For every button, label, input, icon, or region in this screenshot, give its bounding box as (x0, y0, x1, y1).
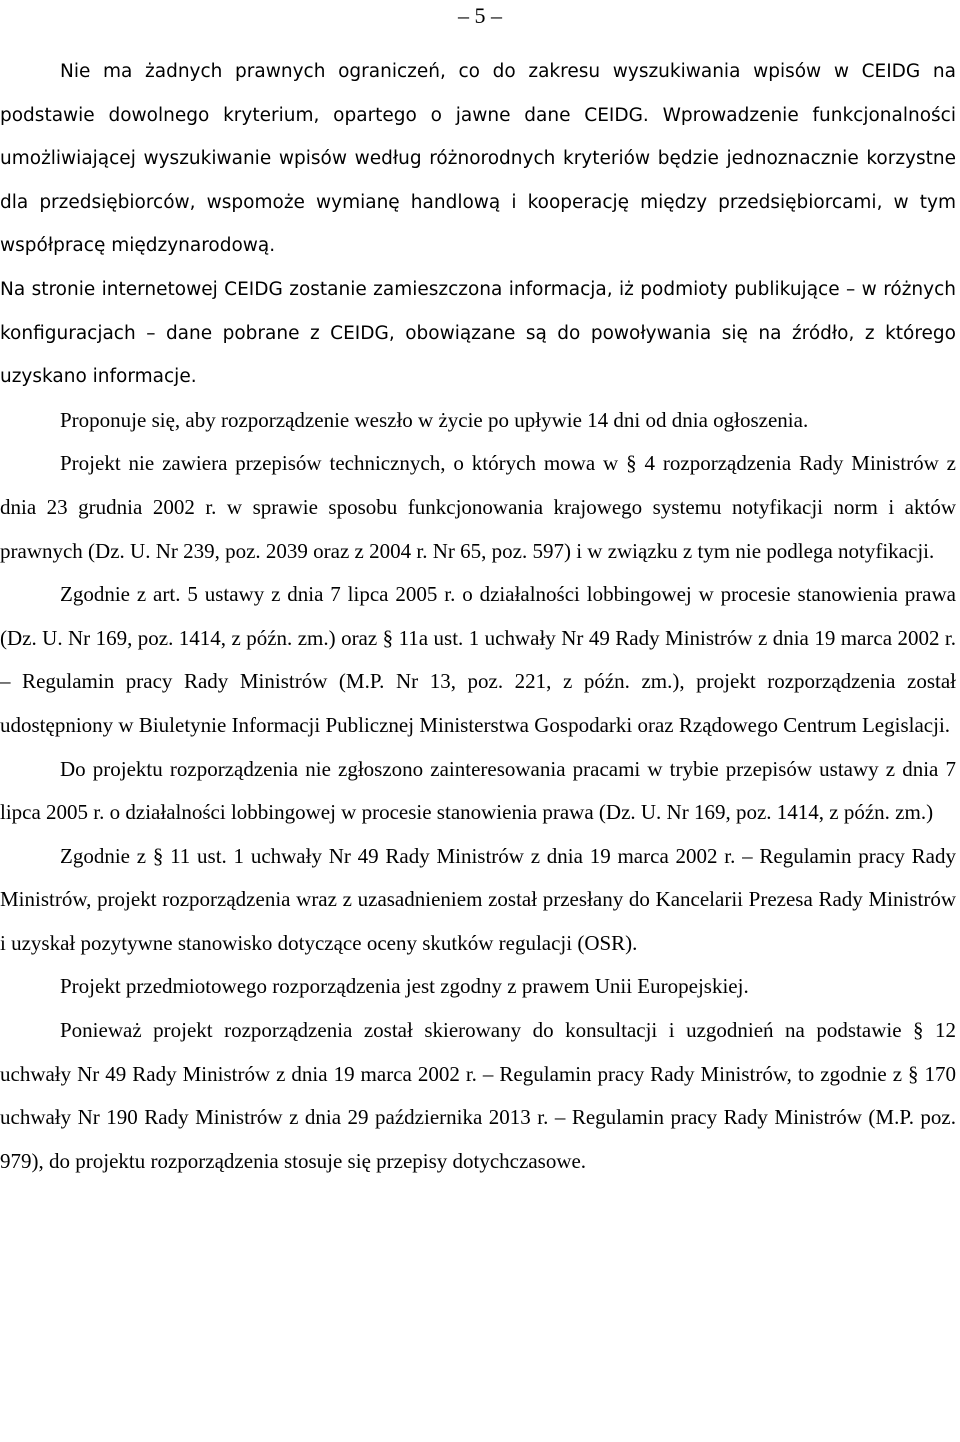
page-number: – 5 – (458, 3, 502, 28)
paragraph-lobbying-publication: Zgodnie z art. 5 ustawy z dnia 7 lipca 2005 r. o działalności lobbingowej w procesie stanowienia prawa (Dz. U. Nr 169, poz. 1414, z późn. zm.) oraz § 11a ust. 1 uchwały Nr 49 Rady Ministrów z dnia 19 marca 2002 r. – Regulamin pracy Rady Ministrów (M.P. Nr 13, poz. 221, z późn. zm.), projekt rozporządzenia został udostępniony w Biuletynie Informacji Publicznej Ministerstwa Gospodarki oraz Rządowego Centrum Legislacji. (0, 582, 956, 737)
paragraph-ceidg-source-info: Na stronie internetowej CEIDG zostanie zamieszczona informacja, iż podmioty publikujące – w różnych konfiguracjach – dane pobrane z CEIDG, obowiązane są do powoływania się na źródło, z którego uzyskano informacje. (0, 278, 956, 388)
paragraph-transitional-rules: Ponieważ projekt rozporządzenia został skierowany do konsultacji i uzgodnień na podstawie § 12 uchwały Nr 49 Rady Ministrów z dnia 19 marca 2002 r. – Regulamin pracy Rady Ministrów, to zgodnie z § 170 uchwały Nr 190 Rady Ministrów z dnia 29 października 2013 r. – Regulamin pracy Rady Ministrów (M.P. poz. 979), do projektu rozporządzenia stosuje się przepisy dotychczasowe. (0, 1018, 956, 1173)
paragraph-osr-assessment: Zgodnie z § 11 ust. 1 uchwały Nr 49 Rady Ministrów z dnia 19 marca 2002 r. – Regulamin pracy Rady Ministrów, projekt rozporządzenia wraz z uzasadnieniem został przesłany do Kancelarii Prezesa Rady Ministrów i uzyskał pozytywne stanowisko dotyczące oceny skutków regulacji (OSR). (0, 843, 956, 955)
paragraph-entry-into-force: Proponuje się, aby rozporządzenie weszło w życie po upływie 14 dni od dnia ogłoszenia. (60, 407, 809, 432)
paragraph-ceidg-search: Nie ma żadnych prawnych ograniczeń, co do zakresu wyszukiwania wpisów w CEIDG na podstawie dowolnego kryterium, opartego o jawne dane CEIDG. Wprowadzenie funkcjonalności umożliwiającej wyszukiwanie wpisów według różnorodnych kryteriów będzie jednoznacznie korzystne dla przedsiębiorców, wspomoże wymianę handlową i kooperację między przedsiębiorcami, w tym współpracę międzynarodową. (0, 61, 956, 257)
paragraph-eu-compliance: Projekt przedmiotowego rozporządzenia jest zgodny z prawem Unii Europejskiej. (60, 974, 749, 999)
paragraph-lobbying-interest: Do projektu rozporządzenia nie zgłoszono zainteresowania pracami w trybie przepisów ustawy z dnia 7 lipca 2005 r. o działalności lobbingowej w procesie stanowienia prawa (Dz. U. Nr 169, poz. 1414, z późn. zm.) (0, 756, 956, 825)
paragraph-technical-provisions: Projekt nie zawiera przepisów technicznych, o których mowa w § 4 rozporządzenia Rady Ministrów z dnia 23 grudnia 2002 r. w sprawie sposobu funkcjonowania krajowego systemu notyfikacji norm i aktów prawnych (Dz. U. Nr 239, poz. 2039 oraz z 2004 r. Nr 65, poz. 597) i w związku z tym nie podlega notyfikacji. (0, 451, 956, 563)
document-body (0, 50, 956, 1183)
